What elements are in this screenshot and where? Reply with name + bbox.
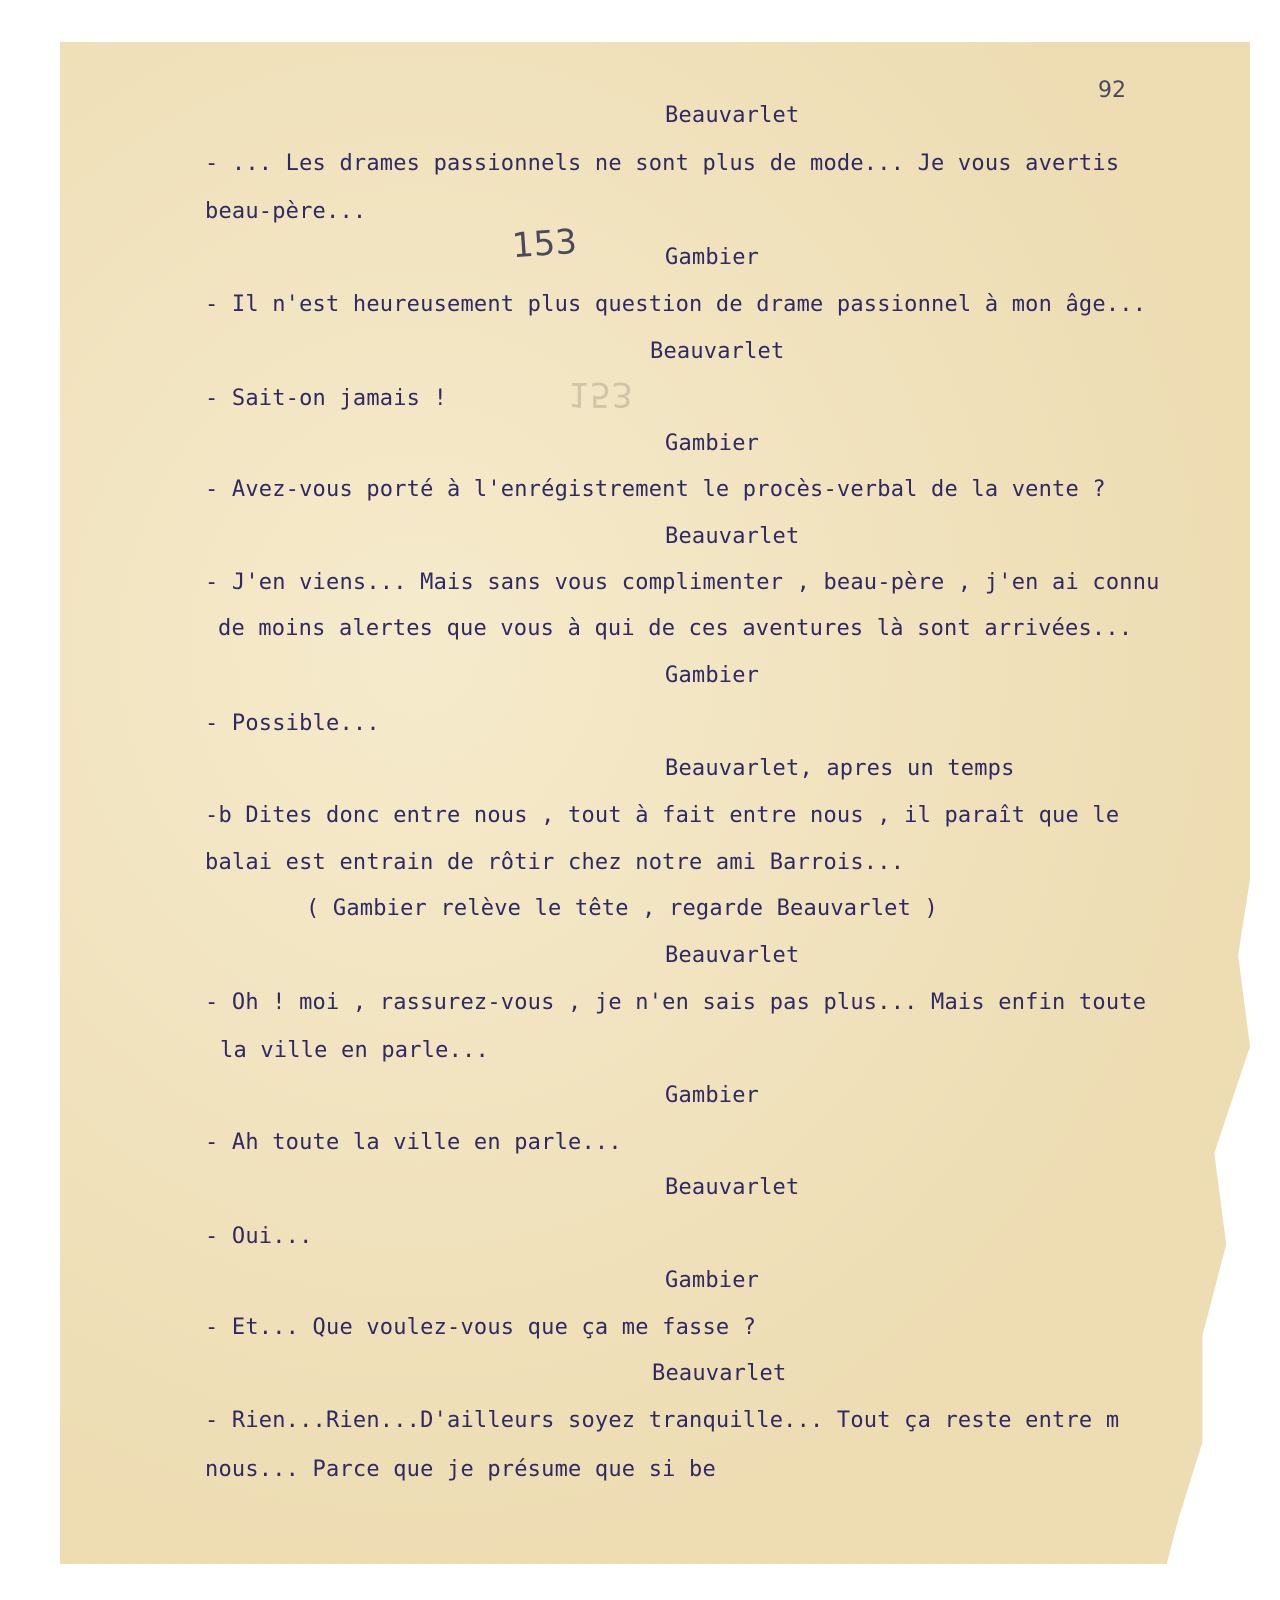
dialogue-line: beau-père...	[205, 199, 367, 224]
dialogue-line: - Rien...Rien...D'ailleurs soyez tranquille... Tout ça reste entre m	[205, 1408, 1120, 1433]
speaker-name: Gambier	[665, 431, 760, 456]
dialogue-line: balai est entrain de rôtir chez notre ami Barrois...	[205, 850, 905, 875]
dialogue-line: nous... Parce que je présume que si be	[205, 1457, 716, 1482]
dialogue-line: la ville en parle...	[220, 1038, 489, 1063]
dialogue-line: - Possible...	[205, 711, 380, 736]
speaker-name: Beauvarlet	[665, 943, 800, 968]
dialogue-line: - Oh ! moi , rassurez-vous , je n'en sais pas plus... Mais enfin toute	[205, 990, 1147, 1015]
speaker-name: Gambier	[665, 1083, 760, 1108]
speaker-name: Beauvarlet	[665, 103, 800, 128]
dialogue-line: - Oui...	[205, 1224, 313, 1249]
dialogue-line: - J'en viens... Mais sans vous complimenter , beau-père , j'en ai connu	[205, 570, 1160, 595]
speaker-name: Gambier	[665, 245, 760, 270]
dialogue-line: - Avez-vous porté à l'enrégistrement le procès-verbal de la vente ?	[205, 477, 1106, 502]
stage-direction: ( Gambier relève le tête , regarde Beauvarlet )	[306, 896, 938, 921]
speaker-name: Gambier	[665, 1268, 760, 1293]
dialogue-line: -b Dites donc entre nous , tout à fait entre nous , il paraît que le	[205, 803, 1120, 828]
speaker-name: Beauvarlet	[650, 339, 785, 364]
page-number: 92	[1098, 78, 1126, 103]
handwritten-note: 153	[510, 221, 579, 267]
dialogue-line: - Et... Que voulez-vous que ça me fasse ?	[205, 1315, 757, 1340]
dialogue-line: - Il n'est heureusement plus question de drame passionnel à mon âge...	[205, 292, 1147, 317]
dialogue-line: de moins alertes que vous à qui de ces aventures là sont arrivées...	[218, 616, 1133, 641]
speaker-name: Gambier	[665, 663, 760, 688]
dialogue-line: - Sait-on jamais !	[205, 386, 448, 411]
dialogue-line: - ... Les drames passionnels ne sont plus de mode... Je vous avertis	[205, 151, 1120, 176]
speaker-name: Beauvarlet	[652, 1361, 787, 1386]
speaker-name: Beauvarlet	[665, 524, 800, 549]
speaker-name: Beauvarlet, apres un temps	[665, 756, 1015, 781]
faint-bleedthrough-note: 153	[568, 374, 633, 414]
speaker-name: Beauvarlet	[665, 1175, 800, 1200]
dialogue-line: - Ah toute la ville en parle...	[205, 1130, 622, 1155]
